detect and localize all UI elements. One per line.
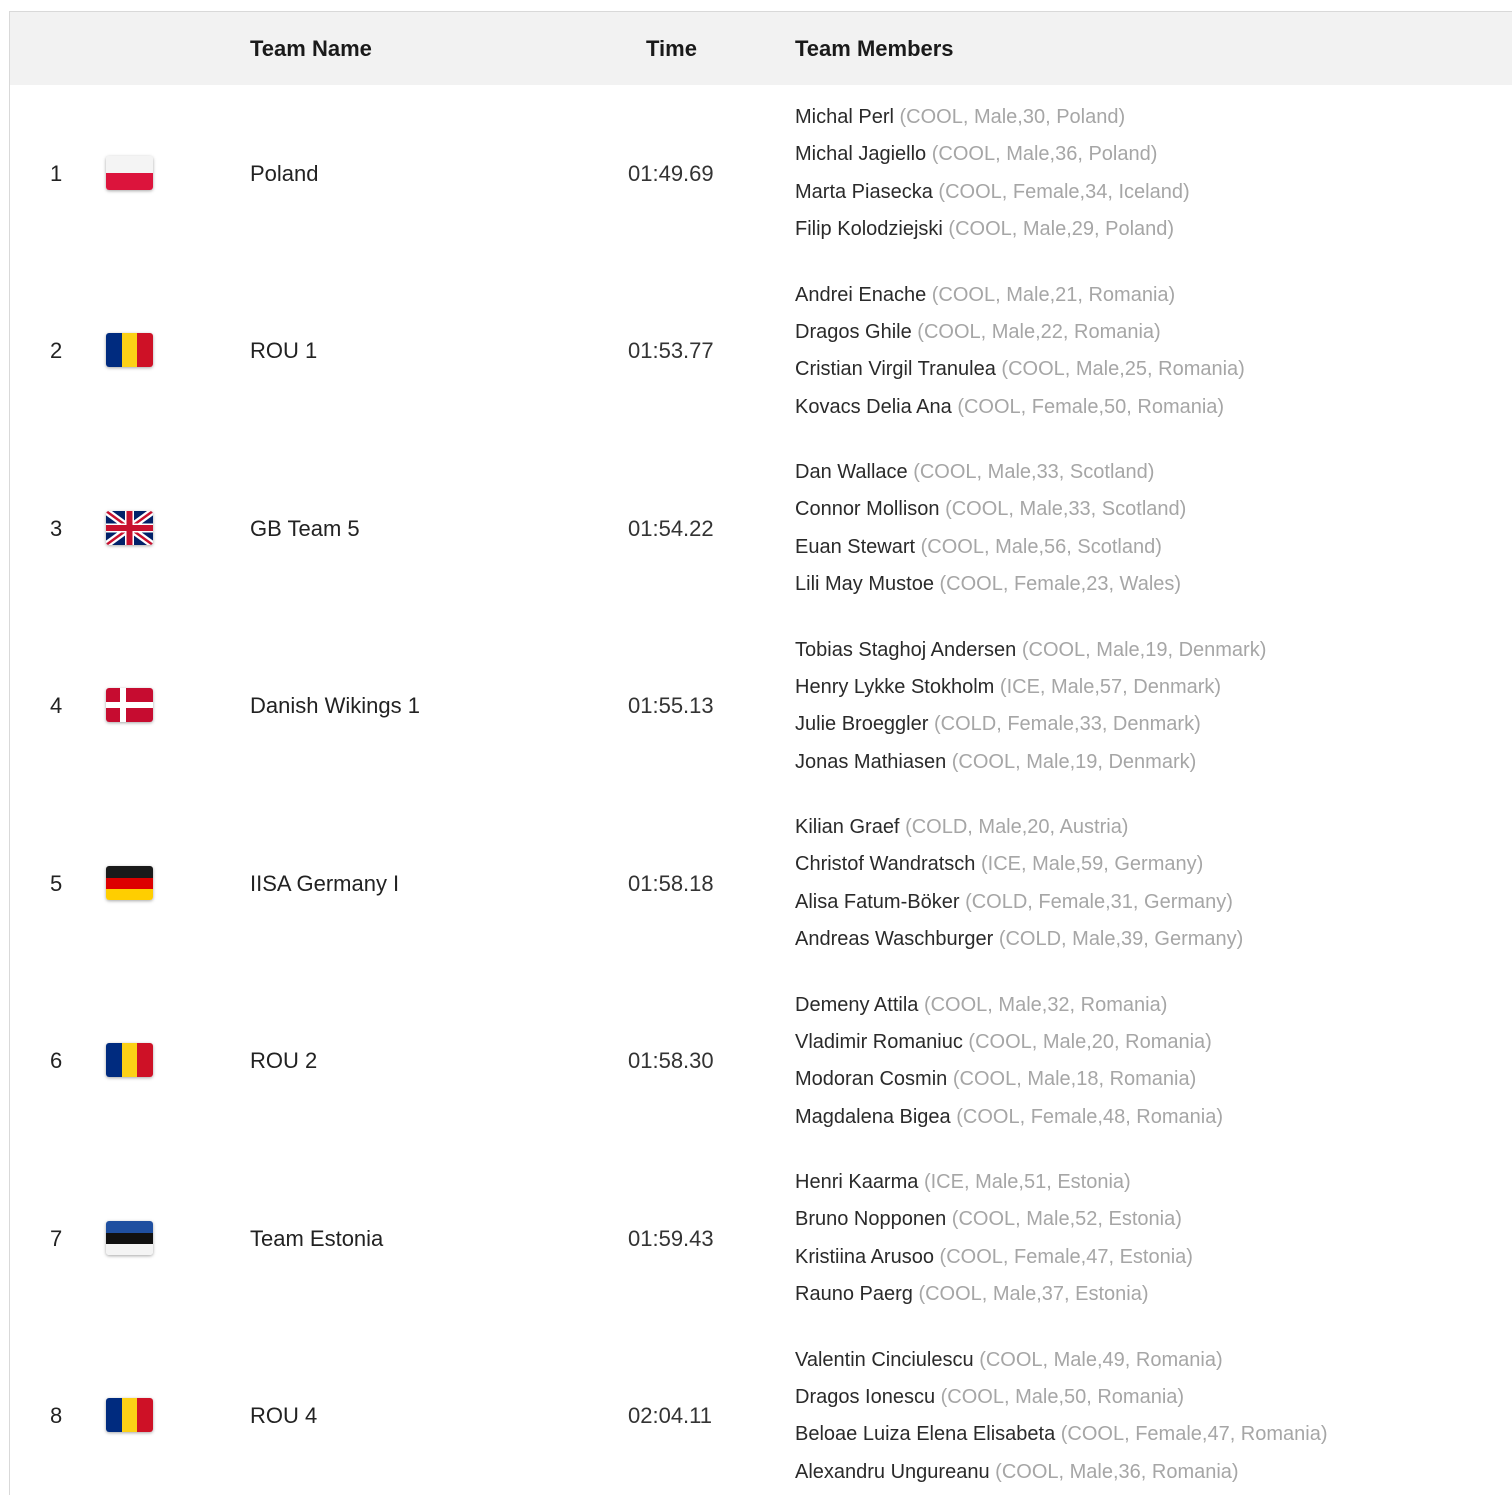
team-members-list [795,1342,1328,1492]
member-name: Kovacs Delia Ana [795,396,952,418]
member-item [795,1099,1223,1136]
table-row[interactable] [10,1328,1512,1505]
rank-number: 2 [50,338,80,364]
member-name: Beloae Luiza Elena Elisabeta [795,1423,1055,1445]
member-name: Tobias Staghoj Andersen [795,639,1016,661]
member-item [795,1416,1328,1453]
member-details: (COOL, Female,34, Iceland) [938,181,1189,203]
member-name: Andreas Waschburger [795,928,993,950]
denmark-flag-icon [106,688,153,722]
member-item [795,632,1266,669]
member-details: (COOL, Male,21, Romania) [932,284,1175,306]
member-details: (COOL, Male,50, Romania) [941,1386,1184,1408]
team-members-list [795,277,1245,427]
member-item [795,884,1243,921]
rank-number: 7 [50,1226,80,1252]
header-team-name[interactable]: Team Name [250,12,372,85]
member-name: Michal Perl [795,106,894,128]
member-item [795,491,1186,528]
member-details: (COOL, Male,19, Denmark) [1022,639,1267,661]
member-name: Dan Wallace [795,461,908,483]
member-item [795,136,1190,173]
member-name: Bruno Nopponen [795,1208,946,1230]
member-details: (COOL, Male,30, Poland) [899,106,1125,128]
team-time: 02:04.11 [628,1403,712,1429]
table-row[interactable] [10,618,1512,796]
member-details: (ICE, Male,57, Denmark) [1000,676,1221,698]
member-name: Henri Kaarma [795,1171,918,1193]
member-details: (COOL, Male,49, Romania) [979,1349,1222,1371]
team-time: 01:58.18 [628,871,714,897]
team-name: ROU 4 [250,1403,317,1429]
team-name: GB Team 5 [250,516,360,542]
romania-flag-icon [106,1043,153,1077]
member-name: Connor Mollison [795,498,940,520]
rank-number: 8 [50,1403,80,1429]
member-details: (COOL, Male,36, Poland) [932,143,1158,165]
member-item [795,809,1243,846]
rank-number: 1 [50,161,80,187]
member-name: Henry Lykke Stokholm [795,676,994,698]
member-item [795,1379,1328,1416]
team-members-list [795,987,1223,1137]
member-item [795,921,1243,958]
member-item [795,1201,1193,1238]
member-name: Cristian Virgil Tranulea [795,358,996,380]
member-name: Demeny Attila [795,994,918,1016]
member-item [795,389,1245,426]
team-name: ROU 2 [250,1048,317,1074]
member-details: (COOL, Male,56, Scotland) [921,536,1162,558]
team-time: 01:58.30 [628,1048,714,1074]
member-details: (COOL, Female,47, Romania) [1061,1423,1328,1445]
member-name: Andrei Enache [795,284,926,306]
table-row[interactable] [10,263,1512,441]
member-item [795,1164,1193,1201]
member-name: Valentin Cinciulescu [795,1349,974,1371]
member-details: (COLD, Male,20, Austria) [905,816,1128,838]
header-time[interactable]: Time [646,12,697,85]
member-item [795,314,1245,351]
member-item [795,529,1186,566]
table-row[interactable] [10,440,1512,618]
uk-flag-icon [106,511,153,545]
team-members-list [795,454,1186,604]
rank-number: 5 [50,871,80,897]
member-name: Vladimir Romaniuc [795,1031,963,1053]
member-details: (COOL, Male,18, Romania) [953,1068,1196,1090]
member-details: (COOL, Male,36, Romania) [995,1461,1238,1483]
member-details: (COOL, Male,33, Scotland) [913,461,1154,483]
member-details: (COOL, Female,23, Wales) [940,573,1182,595]
member-name: Kilian Graef [795,816,900,838]
team-name: Poland [250,161,319,187]
member-name: Modoran Cosmin [795,1068,947,1090]
member-name: Marta Piasecka [795,181,933,203]
table-row[interactable] [10,795,1512,973]
member-name: Lili May Mustoe [795,573,934,595]
member-details: (COOL, Female,48, Romania) [956,1106,1223,1128]
member-name: Magdalena Bigea [795,1106,951,1128]
team-members-list [795,632,1266,782]
team-time: 01:53.77 [628,338,714,364]
member-item [795,744,1266,781]
table-row[interactable] [10,1150,1512,1328]
team-time: 01:55.13 [628,693,714,719]
table-row[interactable] [10,85,1512,263]
member-item [795,987,1223,1024]
member-item [795,1239,1193,1276]
table-header [10,12,1512,85]
member-details: (ICE, Male,59, Germany) [981,853,1203,875]
member-details: (COLD, Female,33, Denmark) [934,713,1201,735]
member-item [795,174,1190,211]
member-name: Filip Kolodziejski [795,218,943,240]
member-name: Jonas Mathiasen [795,751,946,773]
member-item [795,1454,1328,1491]
team-name: ROU 1 [250,338,317,364]
member-details: (COOL, Male,20, Romania) [968,1031,1211,1053]
member-item [795,1061,1223,1098]
member-item [795,1276,1193,1313]
member-details: (COOL, Male,25, Romania) [1001,358,1244,380]
member-details: (COOL, Male,52, Estonia) [952,1208,1182,1230]
member-name: Alisa Fatum-Böker [795,891,960,913]
team-name: Danish Wikings 1 [250,693,420,719]
team-name: Team Estonia [250,1226,383,1252]
member-name: Alexandru Ungureanu [795,1461,990,1483]
romania-flag-icon [106,333,153,367]
member-name: Euan Stewart [795,536,915,558]
member-details: (COOL, Female,50, Romania) [957,396,1224,418]
member-details: (COLD, Male,39, Germany) [999,928,1244,950]
member-details: (COOL, Male,29, Poland) [948,218,1174,240]
member-item [795,1024,1223,1061]
member-details: (COOL, Male,37, Estonia) [918,1283,1148,1305]
team-time: 01:59.43 [628,1226,714,1252]
team-members-list [795,1164,1193,1314]
team-time: 01:49.69 [628,161,714,187]
team-time: 01:54.22 [628,516,714,542]
member-item [795,351,1245,388]
results-table [9,11,1512,1495]
member-name: Julie Broeggler [795,713,928,735]
team-name: IISA Germany I [250,871,399,897]
rank-number: 3 [50,516,80,542]
member-item [795,846,1243,883]
team-members-list [795,809,1243,959]
member-details: (COOL, Male,19, Denmark) [952,751,1197,773]
member-details: (COOL, Male,33, Scotland) [945,498,1186,520]
team-members-list [795,99,1190,249]
poland-flag-icon [106,156,153,190]
member-name: Rauno Paerg [795,1283,913,1305]
member-name: Dragos Ionescu [795,1386,935,1408]
germany-flag-icon [106,866,153,900]
member-name: Christof Wandratsch [795,853,975,875]
member-name: Dragos Ghile [795,321,912,343]
estonia-flag-icon [106,1221,153,1255]
member-item [795,706,1266,743]
member-details: (ICE, Male,51, Estonia) [924,1171,1131,1193]
rank-number: 6 [50,1048,80,1074]
member-item [795,566,1186,603]
member-name: Kristiina Arusoo [795,1246,934,1268]
member-name: Michal Jagiello [795,143,926,165]
member-item [795,277,1245,314]
rank-number: 4 [50,693,80,719]
romania-flag-icon [106,1398,153,1432]
member-item [795,99,1190,136]
member-details: (COOL, Male,32, Romania) [924,994,1167,1016]
member-details: (COOL, Female,47, Estonia) [940,1246,1193,1268]
member-item [795,454,1186,491]
table-row[interactable] [10,973,1512,1151]
member-item [795,1342,1328,1379]
header-team-members: Team Members [795,12,954,85]
member-details: (COOL, Male,22, Romania) [917,321,1160,343]
member-details: (COLD, Female,31, Germany) [965,891,1233,913]
member-item [795,669,1266,706]
member-item [795,211,1190,248]
